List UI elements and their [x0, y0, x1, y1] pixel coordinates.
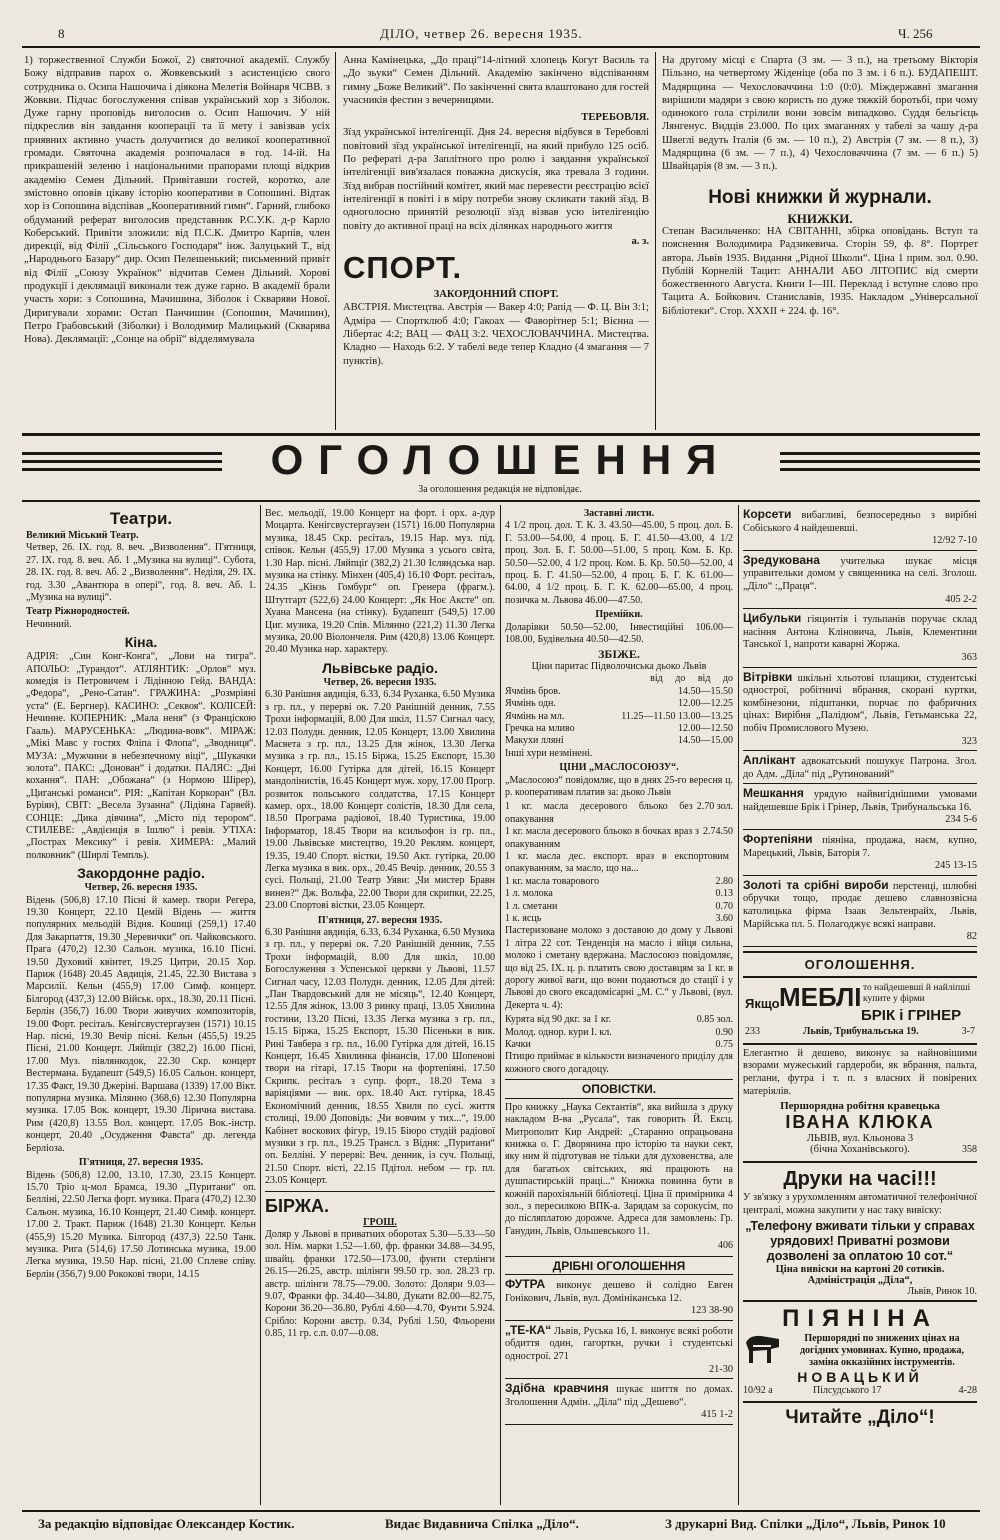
furniture-big: МЕБЛІ: [779, 981, 862, 1012]
article-text: Зїзд української інтелігенції. Дня 24. вересня відбувся в Теребовлі повітовий зїзд української інтелігенції, на який прибуло 125 осіб. По рефераті д-ра Заплітного про ролю і завдання української інтелігенції вив'язалася поважна дискусія, яка тревала 3 години. Зїзд вибрав постійний комітет, який має перевести реєстрацію всієї інтелігенції в повіті і в міру потреби знову скликати такий зїзд. В одноголосно принятій резолюції зїзд візвав усю інтелігенцію повіту до активної праці на всіх ділянках народнього життя: [343, 127, 649, 232]
issue-number: Ч. 256: [898, 26, 933, 41]
ad-text: перстенці, шлюбні обручки тощо, продає дешево славнозвісна католицька фірма Ізаак Зельтенрайх, Львів, Марійська пл. 5. Полагоджує всякі направи.: [743, 880, 978, 930]
notices-text: Про книжку „Наука Сектантів“, яка вийшла з друку накладом В-ва „Русала“, так говорить Й. Ексц. Митрополит Кир Андрей: „Старанно опрацьована книжка о. Г. Дворянина про історію та науки сект, яку ним й підготував не тільки для духовенства, але для багатьох світських, які працюють на душпастирській праці...“ Книжка повинна бути в кожній парохіяльній бібліотеці. Ціна її примірника 4 зол., з пересилкою ВПК-а. Зарядам за сорокусім, по до післяплатою дорожче. Адреса для замовлень: Гр. Ганудин, Львів, Ольшевського 11.: [505, 1101, 733, 1237]
row-label: Гречка на мливо: [505, 722, 575, 734]
ad-text: шкільні хльотові плащики, студентські однострої, робітничі вбрання, скорані куртки, комбінезони, підштанки, порчає по фабричних цінах: Вирібня „Палідюм“, Львів, Гетьманська 22, побіч Промислового Музею.: [743, 672, 977, 734]
theatre-title: Театри.: [109, 509, 173, 528]
article-text: Анна Камінецька, „До праці“14-літний хлопець Когут Василь та „До зьуки“ Семен Дільний. Академію закінчено відспіванням гимну „Боже Великий“. По закінченні свята влаштовано для гостей учасників фестин з вечерницями.: [343, 55, 649, 106]
article-text: 1) торжественної Служби Божої, 2) святочної академії. Службу Божу відправив парох о. Жовкевський з асистенцією свого сотрудника о. Осипа Нашочича і діякона Мелетія Войнаря ЧСВВ. з Жовкви. Підчас богослуження співав український хор з Зіболок. Дуже гарну проповідь виголосив о. Осип Нашочич. У ній підкреслив він завдання кооперації та її мету і завізвав усіх приявних активно участь долучитися до великої кооперативної громади. Святочна академія розпочалася в год. 14-ій. На прикрашеній зеленю і національними прапорами площі відкрив академію Семен Дільний. Привітавши гостей, коротко, але змістовно оповів цікаву історію кооперативи в Сопошині. Відтак хор із Сопошина відспівав „Кооперативний гимн“. Гарний, глибоко обдуманий реферат виголосив представник Р.С.У.К. д-р Карло Коберський. Привіти зложили: від П.С.К. Дмитро Карпів, член дирекції, від Філії „Сільського Господаря“ інж. Залуцький Т., від „Народнього Базару“ дир. Осип Пелешенький; письменний привіт від Філії „Союзу Українок“ відчитав Семен Дільний. Хорові продукції і деклямації виконали теж дуже гарно. В академії брали участь хори: з Сопошина, Мачишина, Зіболок і Скваряви Нової. Диригували хорами: Остап Панчишин (Сопошин, Мачишин), Петро Грабовський (Зіболки) і Володимир Малицький (Скварява Нова). Деклямації: „Сонце на обрії“ відделямувала: [24, 55, 330, 346]
variety-text: Нечинний.: [26, 618, 72, 630]
ad-code: 323: [961, 735, 977, 747]
exchange-text: Доляр у Львові в приватних оборотах 5.30—5.33—50 зол. Нім. марки 1.52—1.60, фр. франки 34.88—34.95, швайц. франки 172.50—173.00, фунти стерлінги 26.15—26.25, австр. шілінги 99.50 гр. зол. 28.23 гр. австр. шілінги 78.75—79.00. Золото: Доляри 9.03—9.07, Франки фр. 34.40—34.80, Дукати 82.00—82.75, Корони 36.20—36.80, Рублі 4.60—4.70, Фунти 5.924. Срібло: Корони австр. 0.34, Рублі 1.50, Фльорени 0.85, 11 гр. с.п. 0.07—0.08.: [265, 1228, 495, 1340]
tailor-subtitle: Першорядна робітня кравецька: [780, 1100, 940, 1113]
radio-day-2: П'ятниця, 27. вересня 1935.: [78, 1157, 204, 1169]
row-label: Інші хури незмінені.: [505, 747, 593, 759]
ad-code: 234 5-6: [945, 814, 977, 826]
classified-ad: [505, 1382, 733, 1425]
ad-text: гіяцинтів і тульпанів поручає склад насіння Антона Кліновича, Львів, Клементини Танської 1, напроти каварні Жоржа.: [743, 614, 977, 651]
print-address: Львів, Ринок 10.: [907, 1286, 977, 1298]
table-row: [505, 826, 733, 851]
row-value: 0.13: [715, 888, 733, 900]
row-label: 1 кг. масла десерового бльоко без опакування: [505, 801, 693, 825]
classified-ad: [743, 671, 977, 752]
ad-code: 245 13-15: [934, 860, 977, 872]
classified-ad: [743, 508, 977, 551]
ad-lead: „ТЕ-КА“: [505, 1322, 552, 1337]
tailor-text: Елегантно й дешево, виконує за найновішими взорами мужеський гардероби, як вбрання, пальта, реглани, футра і т. п. з власних й повірених матеріялів.: [743, 1047, 977, 1097]
row-label: 1 кг. масла десерового бльоко в бочках враз з опакуванням: [505, 826, 699, 850]
ad-lead: ФУТРА: [505, 1276, 546, 1291]
row-value: 14.50—15.50: [678, 685, 733, 697]
row-label: Ячмінь на мл.: [505, 710, 565, 722]
classified-ads-list: [743, 508, 977, 947]
row-label: 1 л. сметани: [505, 900, 558, 912]
tailor-address-2: (бічна Хоханівського).: [810, 1144, 910, 1156]
footer-editor: За редакцію відповідає Олександер Костик.: [38, 1516, 295, 1531]
piano-icon: [743, 1333, 787, 1367]
theatre-listings: Четвер, 26. IX. год. 8. веч. „Визволення“. П'ятниця, 27. IX. год. 8. веч. Аб. 1 „Музика на вулиці“. Субота, 28. IX. год. 8. веч. Аб. 2 „Визволення“. Неділя, 29. IX. год. 3.30 „Авантюра в опері“, год. 8. веч. Аб. 1. „Музика на вулиці“.: [26, 542, 256, 604]
row-value: 12.00—12.50: [678, 722, 733, 734]
ad-lead: Мешкання: [743, 786, 804, 801]
table-row: [505, 735, 733, 747]
print-price: Ціна вивіски на картоні 20 сотиків.: [775, 1264, 945, 1276]
classified-ad: [743, 612, 977, 667]
row-value: 0.75: [715, 1039, 733, 1051]
books-title: Нові книжки й журнали.: [708, 186, 932, 208]
butter-text-3: Птицю приймає в кількости визначеного приділу для кожного свого догадоцу.: [505, 1051, 733, 1075]
ad-text: Львів, Руська 16, I. виконує всякі роботи обдиття один, гагорткн, ручки і студентські однострої. 271: [505, 1325, 733, 1362]
header-rule: [22, 46, 980, 48]
furniture-ad: [743, 982, 977, 1040]
big-theatre-title: Великий Міський Театр.: [26, 530, 139, 541]
butter-text: „Маслосоюз“ повідомляє, що в днях 25-го вересня ц. р. кооперативам платив за: дьоко Львів: [505, 774, 733, 798]
grain-table: [505, 686, 733, 760]
market-column: [505, 508, 733, 1428]
furniture-side: то найдешевші й найліпші купите у фірми: [863, 982, 971, 1004]
row-value: 2.80: [715, 875, 733, 887]
ad-code: 21-30: [708, 1363, 733, 1375]
ogoloshennya-title: ОГОЛОШЕННЯ.: [804, 956, 916, 972]
row-label: 1 л. молока: [505, 888, 553, 900]
ad-lead: Корсети: [743, 507, 792, 521]
butter-text-2: Пастеризоване молоко з доставою до дому у Львові 1 літра 22 сот. Тенденція на масло і яйця сильна, молоко і сметану вдержана. Маслосоюз повідомляє, що від 25. IX. ц. р. платить свою доставцям за 1 кг. в дорогу живої ваги, що вони подаються до стації і у Львові до свого ексадомісарні „М. С.“ у Львові, (вул. Декерта ч. 4):: [505, 925, 733, 1011]
cinema-title: Кіна.: [124, 634, 158, 651]
ad-text: учителька шукає місця управительки домом у священника на селі. Зголош. „Діло“ :„Праця“.: [743, 555, 977, 592]
row-value: 2.74.50: [703, 826, 733, 838]
notices-title: ОПОВІСТКИ.: [581, 1082, 657, 1097]
footer-publisher: Видає Видавнича Спілка „Діло“.: [385, 1516, 579, 1531]
butter-table: [505, 801, 733, 925]
row-value: 11.25—11.50 13.00—13.25: [621, 710, 733, 722]
table-row: [505, 1039, 733, 1051]
ad-text: виконує дешево й солідно Евген Гонікович, Львів, вул. Домініканська 12.: [505, 1279, 733, 1304]
classified-ad: [743, 754, 977, 784]
piano-title: ПІЯНІНА: [782, 1305, 938, 1333]
ad-text: адвокатський пошукує Патрона. Згол. до Адм. „Діла“ під „Рутинований“: [743, 756, 977, 780]
premium-title: Премійки.: [595, 609, 643, 621]
row-value: 12.00—12.25: [678, 698, 733, 710]
theatre-column: [26, 508, 256, 1283]
classified-ad: [743, 554, 977, 609]
grain-subtitle: Ціни паритас Підволочиська дьоко Львів: [531, 660, 707, 672]
bonds-text: 4 1/2 проц. дол. Т. К. З. 43.50—45.00, 5 проц. дол. Б. Г. 53.00—54.00, 4 проц. Б. Г. 41.50—43.00, 4 1/2 проц. Зол. Б. Г. 50.00—51.00, 5 проц. Ком. Б. Кр. 50.50—52.00, 4 1/2 проц. Ком. Б. Кр. 50.50—52.00, 4 проц. Б. Г. 41.50—52.00, 4 проц. Б. Г. К. 61.00—64.00, 4 1/2 проц. Б. Г. К. 62.00—65.00, 4 проц. позичка м. Львова 46.00—47.50.: [505, 520, 733, 606]
sport-title: СПОРТ.: [343, 250, 463, 286]
lviv-day-2: П'ятниця, 27. вересня 1935.: [317, 914, 443, 926]
row-label: Макухи лляні: [505, 735, 564, 747]
tailor-name: ІВАНА КЛЮКА: [785, 1112, 935, 1133]
classified-ad: [743, 833, 977, 876]
grain-title: ЗБІЖЕ.: [598, 647, 640, 662]
row-label: 1 кг. масла товарового: [505, 875, 600, 887]
ad-text: урядую найвигіднішими умовами найдешевше Брік і Грінер, Львів, Трибунальська 16.: [743, 789, 977, 813]
row-value: 0.90: [715, 1026, 733, 1038]
tailor-address: ЛЬВІВ, вул. Кльонова 3: [806, 1133, 914, 1145]
top-column-1: [24, 54, 330, 349]
ad-lead: Фортепіяни: [743, 832, 813, 847]
article-text: На другому місці є Спарта (3 зм. — 3 п.), на третьому Вікторія Пільзно, на четвертому Жіденіце (оба по 3 зм. і 6 п.). БУДАПЕШТ. Мадярщина — Чехословаччина 1:0 (0:0). Міждержавні змагання вирішили мадяри з свою користь по дуже тяжкій боротьбі, при чому одинокого гола стрілили вони зовсім випадково. Суддя бельгієць Лянгенус. Видців 23.000. По цих змаганнях у табелі за чашу д-ра Швеглі ведуть Італія (6 зм. — 10 п.), 2) Австрія (7 зм. — 8 п.), 3) Мадярщина (6 зм. — 7 п.), 4) Чехословаччина (7 зм. — 6 п.) 5) Швайцарія (8 зм. — 3 п.).: [662, 55, 978, 173]
table-row: [505, 1027, 733, 1039]
ad-code: 123 38-90: [690, 1305, 733, 1317]
bonds-title: Заставні листи.: [583, 508, 655, 519]
table-row: [505, 723, 733, 735]
lviv-listings-2: 6.30 Ранішня авдиція, 6.33, 6.34 Руханка, 6.50 Музика з гр. пл., у перерві ок. 7.20 Ранішній денник, 7.55 Трохи інформацій, 8.00 Для шкіл, 10.00 Богослуження з Успенської церкви у Львові, 11.57 Сигнал часу, 12.03 Полудн. денник, 12.05 Для дітей: „Пан Твардовський для не місяць“, 12.40 Концерт, 12.55 Для жінок, 13.00 З ринку праці, 13.05 Хвилина гостини, 13.20 Пісні, 13.35 Легка музика з гр. пл., 15.15 Біржа, 15.25 Експорт, 15.30 Пісеньки в вик. Рині Тавбера з гр. пл., 16.00 Гутірка для дітей, 16.15 Концерт, 16.45 Хвилинка фінансів, 17.00 Шопенові твори на гітарі, 17.15 Твори на фортепіяні. 17.50 Скрипк. ресітаљ з супр. форт., 18.20 Тема з варіяціями — вик. орх. 18.40 Акт. гутірка, 18.45 Економічний денник, 18.55 Хвиля по сусі. життя столиці, 19.00 Доповідь: „Чи вовчим у тих...“, 19.00 Кабінет воскових фігур, 19.15 Біюро студій радіової музики з гр. пл., 19.25 Трансл. з Відня: „Пуритани“ оп. Белліні. У перерві: Веч. денник, із суч. Польщі, 21.50 Спорт. вісті, 22.15 Пдітол. небом — гр. пл. 23.05 Концерт.: [265, 927, 495, 1187]
cinema-listings: АДРІЯ: „Син Конг-Конга“, „Лови на тигра“. АПОЛЬО: „Турандот“. АТЛЯНТИК: „Орлов“ муз. комедія із Петровичем і Лідінною Гейд. ВАНДА: „Федора“, „Рено-Сатан“. ГРАЖИНА: „Розмріяні уста“ (Е. Бергнер). КАСИНО: „Секвоя“. КОЛІСЕЙ: Нечинне. КОПЕРНИК: „Мала неня“ (з Франціскою Гааль). МАРУСЕНЬКА: „Людина-вовк“. МІРАЖ: „Мікі Мавс у гостях Фліпа і Флопа“, „Зводниця“. МУЗА: „Мужчини в небезпечному віці“, „Шукачки золота“. ПАКС: „Донован“ і додатки. ПАЛЯС: „Дні кохання“. ПАН: „Обожана“ (з Нормою Шірер), „Циганські романси“. РІЯ: „Капітан Коркоран“ (Вл. Буріян), СВІТ: „Весела Зузанна“ (Лідіяна Гарвей). СОНЦЕ: „Дика дівчина“, „Місто під терором“. СТИЛЕВЕ: „Авдієнція в Ішлю“ і ревія. УТІХА: „Пострах Мексику“ і ревія. ХИМЕРА: „Малий полковник“ (Ширлі Темпль).: [26, 651, 256, 861]
row-value: 14.50—15.00: [678, 735, 733, 747]
foreign-radio-title: Закордонне радіо.: [77, 865, 205, 882]
radio-day-1: Четвер, 26. вересня 1935.: [84, 882, 198, 894]
ads-banner: [22, 436, 980, 490]
furniture-pre: Якщо: [745, 995, 780, 1011]
table-row: [505, 801, 733, 826]
table-row: [505, 876, 733, 888]
footer-printer: З друкарні Вид. Спілки „Діло“, Львів, Ринок 10: [665, 1516, 946, 1531]
row-label: Молод. однор. кури І. кл.: [505, 1026, 612, 1038]
piano-text: Першорядні по знижених цінах на догідних умовинах. Купно, продажа, заміна окказійних інструментів.: [799, 1333, 965, 1369]
grain-header: від до від до: [650, 673, 733, 685]
ad-code: 405 2-2: [945, 593, 977, 605]
row-value: 0.70: [715, 900, 733, 912]
row-label: Курята від 90 дкг. за 1 кг.: [505, 1014, 612, 1026]
print-admin: Адміністрація „Діла“,: [807, 1275, 913, 1287]
table-row: [505, 913, 733, 925]
table-row: [505, 888, 733, 900]
row-value: 3.60: [715, 913, 733, 924]
lviv-radio-title: Львівське радіо.: [322, 659, 438, 676]
books-text: Степан Васильченко: НА СВІТАННІ, збірка оповідань. Вступ та пояснення Володимира Радзикевича. Сторін 59, ф. 8°. Портрет автора. Львів 1935. Видання „Рідної Школи“. Ціна 1 прим. зол. 0.90. Публій Корнелій Тацит: АННАЛИ АБО ЛІТОПИС від смерти божественного Августа. Книги І—ІІІ. Переклад і вступне слово про Тацита А. Бойкович. Станиславів, 1935. Накладом „Універсальної Бібліотеки“. Стор. XXXII + 224. ф. 16°.: [662, 225, 978, 317]
row-label: 1 кг. масла дес. експорт. враз в експортовим опакуванням, за масло, що на...: [505, 850, 729, 875]
furniture-code-2: 3-7: [961, 1025, 975, 1037]
ads-disclaimer: За оголошення редакція не відповідає.: [418, 484, 582, 495]
print-title: Друки на часі!!!: [783, 1168, 937, 1191]
row-label: 1 к. ясць: [505, 913, 542, 924]
small-ads-title: ДРІБНІ ОГОЛОШЕННЯ: [552, 1258, 686, 1273]
masthead-date: ДІЛО, четвер 26. вересня 1935.: [380, 26, 583, 41]
butter-title: ЦІНИ „МАСЛОСОЮЗУ“.: [559, 762, 679, 774]
chicken-table: [505, 1014, 733, 1051]
piano-code-2: 4-28: [958, 1385, 977, 1397]
ad-text: піяніна, продажа, наєм, купно, Марецький, Львів, Баторія 7.: [743, 835, 977, 859]
ad-code: 12/92 7-10: [932, 535, 977, 547]
premium-text: Доларівки 50.50—52.00, Інвестиційні 106.00—108.00, Будівельна 40.50—42.50.: [505, 621, 733, 646]
ad-lead: Золоті та срібні вироби: [743, 877, 889, 892]
sport-subtitle: ЗАКОРДОННИЙ СПОРТ.: [433, 289, 559, 301]
piano-name: НОВАЦЬКИЙ: [797, 1369, 923, 1386]
ad-code: 415 1-2: [701, 1409, 733, 1421]
exchange-title: БІРЖА.: [265, 1195, 329, 1216]
furniture-code: 233: [745, 1025, 760, 1037]
ad-lead: Здібна кравчиня: [505, 1381, 609, 1396]
ad-code: 363: [961, 651, 977, 663]
table-row: [505, 711, 733, 723]
radio-column: [265, 508, 495, 1343]
row-value: 2.70 зол.: [696, 801, 733, 813]
table-row: [505, 698, 733, 710]
piano-code: 10/92 а: [743, 1385, 773, 1397]
notices-code: 406: [718, 1240, 733, 1252]
classified-ad: [743, 787, 977, 830]
ad-code: 82: [966, 931, 977, 943]
radio-listings-2: Відень (506,8) 12.00, 13.10, 17.30, 23.15 Концерт. 15.70 Тріо ц-мол Брамса, 19.30 „Пуритани“ оп. Белліні, 22.50 Легка форт. музика. Прага (470,2) 12.30 Сальон. музика, 16.10 Концерт, 21.40 Симф. концерт. 17.00 2. Тракт. Париж (1648) 21.30 Концерт. Кельн (455,9) 15.20 Музика. Білгород (437,3) 22.50 Танк. музика. Рига (514,6) 17.50 Лотинська музика, 19.00 Легка музика, 19.50 Нар. пісні, 21.00 Сплеве співу. Берлін (356,7) 9.00 Рококові твори, 14.15: [26, 1169, 256, 1280]
table-row: [505, 748, 733, 760]
row-label: Качки: [505, 1039, 531, 1051]
table-row: [505, 901, 733, 913]
exchange-subtitle: ГРОШ.: [363, 1216, 397, 1228]
top-column-2: [343, 54, 649, 370]
ad-lead: Вітрівки: [743, 669, 793, 684]
ad-lead: Цибульки: [743, 611, 802, 626]
signature: а. з.: [631, 235, 649, 247]
radio-continued: Вес. мельодії, 19.00 Концерт на форт. і орх. а-дур Моцарта. Кенігсвустергаузен (1571) 16.00 Популярна музика, 18.45 Скр. ресітаљ, 19.15 Нар. муз. під. співок. Кельн (455,9) 17.00 Музика з усього світа, 1.30 Нар. пісні. Ляйпціґ (382,2) 21.30 Ісляндська нар. музика на стінку. Мінхен (405,4) 16.10 Форт. ресітаљ, 24.35 „Кінзь Гомбург“ оп. Гренера (фрагм.). Штутгарт (522,6) 24.00 Концерт: „Як Ноє Аксте“ оп. Хуана Мансена (на стінку). Будапешт (549,5) 17.00 Циг. музика, 19.20 Спів. Мілянно (221,2) 11.30 Легка музика, 20.00 Віолончеля. Рим (420,8) 13.06 Концерт. 20.40 Музика нар. характеру.: [265, 508, 495, 656]
print-quote: „Телефону вживати тільки у справах урядових! Приватні розмови дозволені за оплатою 10 сот.“: [745, 1219, 975, 1264]
variety-title: Театр Ріжнородностей.: [26, 606, 130, 618]
lviv-day-1: Четвер, 26. вересня 1935.: [323, 676, 437, 688]
ads-banner-title: ОГОЛОШЕННЯ: [270, 436, 732, 483]
books-subtitle: КНИЖКИ.: [787, 210, 853, 226]
row-label: Ячмінь одн.: [505, 698, 556, 710]
table-row: [505, 851, 733, 876]
top-column-3: [662, 54, 978, 320]
ad-text: вибагливі, безпосередньо з вирібні Собіського 4 найдешевші.: [743, 510, 977, 534]
ad-text: шукає шиття по домах. Зголошення Адмін. „Діла“ під „Дешево“.: [505, 1384, 733, 1408]
row-value: 0.85 зол.: [696, 1014, 733, 1026]
print-text: У зв'язку з урухомленням автоматичної телефонічної централі, можна закупити у нас таку вивіску:: [743, 1192, 977, 1216]
classified-ad: [505, 1278, 733, 1321]
lviv-listings-1: 6.30 Ранішня авдиція, 6.33, 6.34 Руханка, 6.50 Музика з гр. пл., у перерві ок. 7.20 Ранішній денник, 7.55 Трохи інформацій, 8.00 Для шкіл, 11.57 Сигнал часу, 12.03 Полудн. денник, 12.05 Концерт, 13.00 Хвилина Масвета з гр. пл., 13.25 Для жінок, 13.30 Легка музика з гр. пл., 15.15 Біржа, 15.25 Експорт, 15.30 Концерт, 16.00 Гутірка для дітей, 16.15 Концерт мандолінистів, 16.45 Концерт муж. хору, 17.00 Прогр. розвиток польського солдатства, 17.15 Концерт камер. орх., 18.00 Концерт солістів, 18.30 Для села, 18.50 Програма радіової, 18.40 Туристика, 19.00 Інформатор, 18.45 Твори на ксильофон із гр. пл., 19.00 Львівське мистецтво, 19.20 Реклям. концерт, 19.35, 19.40 Спорт. вістки, 19.50 Акт. гутірка, 20.00 Легка музика в вик. орх., 20.45 Вечір. денник, 20.55 З сусі. Польщі, 21.00 Театр Уяви: „Чи мистер Бравн винен?“ Дж. Вольфа, 22.00 Твори для скрипки, 22.25, 23.00 Спортові вістки, 23.05 Концерт.: [265, 689, 495, 912]
ad-lead: Аплікант: [743, 753, 796, 768]
section-heading: ТЕРЕБОВЛЯ.: [581, 112, 649, 124]
radio-listings-1: Відень (506,8) 17.10 Пісні й камер. твори Регера, 19.30 Концерт, 22.10 Цемій Відень — життя популярних мельодій Відня. Кошиці (259,1) 17.40 Для Закарпаття, 19.30 „Черевички“ оп. Чайковського. Прага (470,2) 12.30 Сальон. музика, 16.10 Пісні. 19.50 Духовий квінтет, 19.25 Цитри, 20.15 Хор. Париж (1648) 20.45 Авдиція, 21.45, 22.30 Вистава з Марсилії. Кельн (455,9) 17.00 Симф. концерт. Білгород (437,3) 12.00 Військ. орх., 18.30, 20.11 Пісні. Берлін (356,7) 16.00 Твори живучих композиторів, 19.00 Форт. ресітаљ. Кенігсвустергаузен (1571) 10.15 Нар. пісні, 19.30 Вечір пісні. Кельн (455,5) 19.25 Пісні, 21.00 Концерт. Ляйпціґ (382,2) 16.00 Пісні, 17.00 Муз. півлянкодок, 22.30 Скр. концерт Вестермана. Будапешт (549,5) 16.05 Сальон. концерт, 17.35 Факт, 19.30 Джеріні. Варшава (1339) 17.00 Вікт. популярна музика. Мілянно (368,6) 12.30 Популярна музика. 17.05 Вок. концерт, 19.30 Лірична вистава. Рим (420,8) 13.55 Вол. концерт. 17.05 Вок.-інстр. концерт, 20.40 „Осудження Фавста“ др. легенда Берліоза.: [26, 894, 256, 1154]
furniture-firm: БРІК і ГРІНЕР: [861, 1006, 962, 1024]
footer-rule: [22, 1510, 980, 1512]
piano-address: Пілсудського 17: [813, 1385, 882, 1397]
table-row: [505, 686, 733, 698]
small-ads-list: [505, 1278, 733, 1425]
tailor-code: 358: [962, 1144, 977, 1156]
classified-ad: [505, 1324, 733, 1379]
read-dilo-title: Читайте „Діло“!: [785, 1407, 935, 1429]
classified-ad: [743, 879, 977, 947]
furniture-addr: Львів, Трибунальська 19.: [803, 1025, 919, 1037]
classified-column: [743, 508, 977, 1430]
page-number: 8: [58, 26, 65, 41]
table-row: [505, 1014, 733, 1026]
sport-text: АВСТРІЯ. Мистецтва. Австрія — Вакер 4:0; Рапід — Ф. Ц. Він 3:1; Адміра — Спортклюб 4:0; Гакоах — Фаворітнер 5:1; Вієнна — Лібертас 4:2; ВАЦ — ФАЦ 3:2. ЧЕХОСЛОВАЧЧИНА. Мистецтва. Кладно — Находь 6:2. У табелі веде тепер Кладно (4 змагання — 7 пунктів).: [343, 302, 649, 367]
ad-lead: Зредукована: [743, 552, 820, 567]
row-label: Ячмінь бров.: [505, 685, 561, 697]
